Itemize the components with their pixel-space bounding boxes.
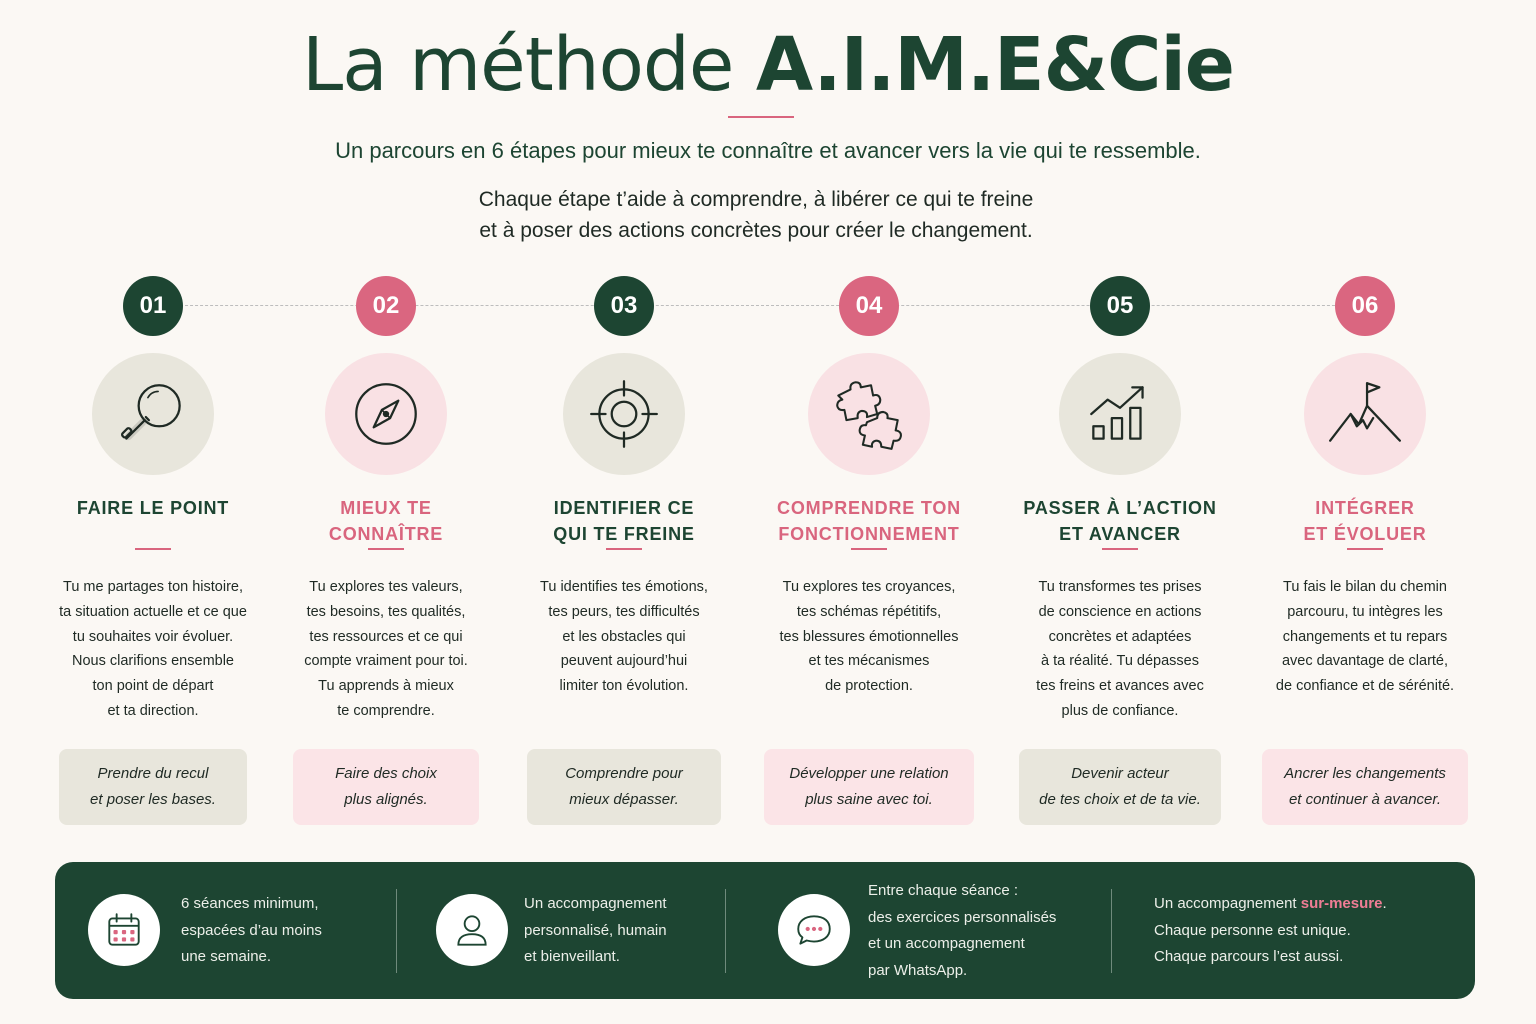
step-1 bbox=[43, 0, 263, 840]
step-title bbox=[23, 495, 283, 521]
step-title-line: MIEUX TE bbox=[340, 498, 432, 518]
intro-line: Chaque étape t’aide à comprendre, à libérer ce qui te freine bbox=[478, 188, 1034, 211]
puzzle-icon bbox=[828, 373, 910, 455]
info-custom bbox=[1112, 862, 1472, 999]
info-text bbox=[868, 878, 1056, 984]
step-description bbox=[1235, 575, 1495, 699]
step-divider bbox=[368, 548, 404, 550]
mountain-flag-icon bbox=[1324, 373, 1406, 455]
quote-line: de tes choix et de ta vie. bbox=[1039, 791, 1201, 808]
step-title-line: QUI TE FREINE bbox=[553, 524, 695, 544]
desc-line: Tu transformes tes prises bbox=[1038, 579, 1202, 595]
step-description bbox=[990, 575, 1250, 724]
step-title bbox=[494, 495, 754, 547]
desc-line: de conscience en actions bbox=[1038, 603, 1202, 620]
desc-line: tu souhaites voir évoluer. bbox=[72, 628, 234, 645]
step-title-line: COMPRENDRE TON bbox=[777, 498, 961, 518]
step-number: 01 bbox=[123, 276, 183, 336]
custom-accent: sur-mesure bbox=[1300, 895, 1383, 912]
step-divider bbox=[851, 548, 887, 550]
desc-line: te comprendre. bbox=[337, 702, 435, 719]
info-line: Chaque parcours l’est aussi. bbox=[1154, 948, 1344, 965]
target-icon bbox=[583, 373, 665, 455]
step-number: 04 bbox=[839, 276, 899, 336]
quote-line: et poser les bases. bbox=[90, 791, 216, 808]
desc-line: tes blessures émotionnelles bbox=[779, 628, 959, 645]
page-subtitle: Un parcours en 6 étapes pour mieux te connaître et avancer vers la vie qui te ressemble. bbox=[335, 138, 1201, 163]
step-description bbox=[739, 575, 999, 699]
desc-line: parcouru, tu intègres les bbox=[1287, 603, 1443, 620]
custom-prefix: Un accompagnement bbox=[1154, 895, 1301, 912]
info-line: des exercices personnalisés bbox=[868, 908, 1057, 926]
custom-suffix: . bbox=[1382, 895, 1387, 912]
quote-line: mieux dépasser. bbox=[569, 791, 679, 808]
step-4 bbox=[759, 0, 979, 840]
step-divider bbox=[1347, 548, 1383, 550]
quote-line: et continuer à avancer. bbox=[1288, 791, 1442, 808]
step-number: 03 bbox=[594, 276, 654, 336]
step-title-line: ET ÉVOLUER bbox=[1303, 524, 1427, 544]
step-quote bbox=[59, 749, 247, 825]
quote-line: Développer une relation bbox=[789, 765, 949, 782]
info-line: une semaine. bbox=[181, 948, 272, 965]
step-title bbox=[256, 495, 516, 547]
quote-line: Comprendre pour bbox=[565, 765, 683, 782]
step-title-line: IDENTIFIER CE bbox=[553, 498, 695, 518]
info-between-sessions bbox=[726, 862, 1112, 999]
step-quote bbox=[527, 749, 721, 825]
step-title-line: CONNAÎTRE bbox=[328, 524, 444, 544]
step-icon-circle bbox=[325, 353, 447, 475]
step-2 bbox=[276, 0, 496, 840]
info-sessions bbox=[55, 862, 395, 999]
desc-line: tes freins et avances avec bbox=[1036, 678, 1204, 695]
desc-line: Tu fais le bilan du chemin bbox=[1283, 579, 1447, 595]
step-title bbox=[1235, 495, 1495, 547]
step-number: 02 bbox=[356, 276, 416, 336]
step-3 bbox=[514, 0, 734, 840]
step-title bbox=[990, 495, 1250, 547]
info-icon-circle bbox=[778, 894, 850, 966]
step-icon-circle bbox=[1059, 353, 1181, 475]
step-description bbox=[494, 575, 754, 699]
desc-line: tes besoins, tes qualités, bbox=[306, 603, 466, 620]
desc-line: tes schémas répétitifs, bbox=[796, 603, 942, 620]
desc-line: concrètes et adaptées bbox=[1048, 628, 1192, 645]
desc-line: de protection. bbox=[825, 678, 913, 695]
desc-line: Tu identifies tes émotions, bbox=[540, 579, 708, 595]
growth-chart-icon bbox=[1079, 373, 1161, 455]
info-line: espacées d’au moins bbox=[181, 921, 322, 939]
info-text bbox=[181, 891, 322, 971]
step-icon-circle bbox=[92, 353, 214, 475]
step-title-line: FAIRE LE POINT bbox=[76, 498, 230, 518]
desc-line: ta situation actuelle et ce que bbox=[59, 603, 247, 620]
info-line: Entre chaque séance : bbox=[868, 882, 1019, 899]
step-description bbox=[23, 575, 283, 724]
step-quote bbox=[1262, 749, 1468, 825]
compass-icon bbox=[345, 373, 427, 455]
info-line: 6 séances minimum, bbox=[181, 895, 319, 912]
step-number: 06 bbox=[1335, 276, 1395, 336]
step-6 bbox=[1255, 0, 1475, 840]
info-line bbox=[1154, 891, 1387, 918]
info-icon-circle bbox=[88, 894, 160, 966]
step-title-line: FONCTIONNEMENT bbox=[778, 524, 960, 544]
desc-line: Tu apprends à mieux bbox=[318, 678, 454, 695]
step-quote bbox=[764, 749, 974, 825]
step-quote bbox=[293, 749, 479, 825]
desc-line: compte vraiment pour toi. bbox=[304, 653, 468, 670]
info-text bbox=[1154, 891, 1387, 971]
desc-line: et tes mécanismes bbox=[808, 653, 930, 670]
desc-line: tes ressources et ce qui bbox=[309, 628, 463, 645]
desc-line: limiter ton évolution. bbox=[559, 678, 689, 695]
desc-line: plus de confiance. bbox=[1061, 702, 1179, 719]
step-5 bbox=[1010, 0, 1230, 840]
quote-line: plus alignés. bbox=[344, 791, 428, 808]
step-number: 05 bbox=[1090, 276, 1150, 336]
desc-line: changements et tu repars bbox=[1282, 628, 1448, 645]
info-icon-circle bbox=[436, 894, 508, 966]
quote-line: Faire des choix bbox=[335, 765, 437, 782]
desc-line: peuvent aujourd’hui bbox=[560, 653, 688, 670]
step-description bbox=[256, 575, 516, 724]
desc-line: et les obstacles qui bbox=[562, 628, 686, 645]
desc-line: avec davantage de clarté, bbox=[1281, 653, 1449, 670]
calendar-icon bbox=[103, 909, 145, 951]
step-icon-circle bbox=[1304, 353, 1426, 475]
desc-line: tes peurs, tes difficultés bbox=[548, 603, 700, 620]
step-divider bbox=[1102, 548, 1138, 550]
title-brand: A.I.M.E&Cie bbox=[755, 22, 1234, 108]
step-icon-circle bbox=[563, 353, 685, 475]
step-title-line: PASSER À L’ACTION bbox=[1023, 498, 1217, 518]
quote-line: Prendre du recul bbox=[97, 765, 209, 782]
quote-line: Devenir acteur bbox=[1071, 765, 1169, 782]
desc-line: Tu me partages ton histoire, bbox=[63, 579, 243, 595]
desc-line: Tu explores tes valeurs, bbox=[309, 579, 463, 595]
desc-line: de confiance et de sérénité. bbox=[1275, 678, 1455, 695]
info-line: par WhatsApp. bbox=[868, 961, 968, 979]
info-line: Un accompagnement bbox=[524, 895, 667, 912]
chat-bubble-icon bbox=[793, 909, 835, 951]
info-bar bbox=[55, 862, 1475, 999]
desc-line: Tu explores tes croyances, bbox=[782, 579, 956, 595]
step-title-line: INTÉGRER bbox=[1315, 498, 1415, 518]
step-icon-circle bbox=[808, 353, 930, 475]
info-line: personnalisé, humain bbox=[524, 921, 667, 939]
intro-line: et à poser des actions concrètes pour créer le changement. bbox=[479, 219, 1033, 242]
desc-line: et ta direction. bbox=[107, 702, 199, 719]
title-regular: La méthode bbox=[301, 22, 756, 108]
info-line: et bienveillant. bbox=[524, 948, 620, 965]
step-divider bbox=[606, 548, 642, 550]
info-support bbox=[397, 862, 725, 999]
person-icon bbox=[451, 909, 493, 951]
quote-line: Ancrer les changements bbox=[1284, 765, 1446, 782]
step-divider bbox=[135, 548, 171, 550]
desc-line: à ta réalité. Tu dépasses bbox=[1041, 653, 1199, 670]
info-line: et un accompagnement bbox=[868, 935, 1025, 952]
quote-line: plus saine avec toi. bbox=[805, 791, 933, 808]
step-quote bbox=[1019, 749, 1221, 825]
step-title-line: ET AVANCER bbox=[1059, 524, 1181, 544]
info-line: Chaque personne est unique. bbox=[1154, 921, 1351, 939]
desc-line: ton point de départ bbox=[92, 678, 214, 695]
step-title bbox=[739, 495, 999, 547]
desc-line: Nous clarifions ensemble bbox=[72, 653, 234, 670]
info-text bbox=[524, 891, 667, 971]
magnifier-icon bbox=[112, 373, 194, 455]
